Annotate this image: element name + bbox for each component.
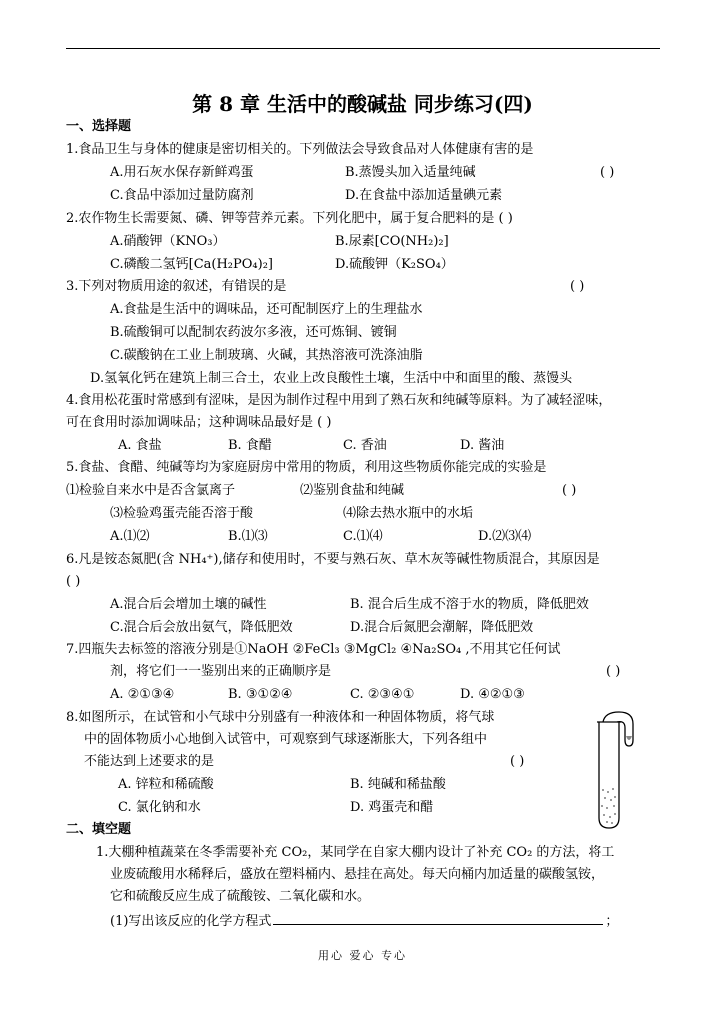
q3-option-c: C.碳酸钠在工业上制玻璃、火碱，其热溶液可洗涤油脂 (110, 348, 423, 363)
tube-liquid-dots (601, 788, 616, 824)
q6-option-a: A.混合后会增加土壤的碱性 (110, 597, 267, 612)
q5-option-c: C.⑴⑷ (343, 529, 383, 544)
q7-line1: 7.四瓶失去标签的溶液分别是①NaOH ②FeCl₃ ③MgCl₂ ④Na₂SO₄ ,不用其它任何试 (66, 642, 561, 657)
answer-blank[interactable] (273, 910, 603, 925)
test-tube-outline (599, 722, 619, 828)
q6-line2: ( ) (66, 574, 81, 589)
q5-stem: 5.食盐、食醋、纯碱等均为家庭厨房中常用的物质，利用这些物质你能完成的实验是 (66, 460, 547, 475)
q3-option-a: A.食盐是生活中的调味品，还可配制医疗上的生理盐水 (110, 302, 423, 317)
q5-item-3: ⑶检验鸡蛋壳能否溶于酸 (110, 506, 254, 521)
q4-line1: 4.食用松花蛋时常感到有涩味，是因为制作过程中用到了熟石灰和纯碱等原料。为了减轻涩味， (66, 393, 612, 408)
q4-option-d: D. 酱油 (460, 438, 505, 453)
q5-item-2: ⑵鉴别食盐和纯碱 (300, 483, 405, 498)
q7-answer-paren: ( ) (606, 664, 621, 679)
q2-option-b: B.尿素[CO(NH₂)₂] (335, 234, 449, 249)
q2-option-a: A.硝酸钾（KNO₃） (110, 234, 226, 249)
q5-item-4: ⑷除去热水瓶中的水垢 (343, 506, 474, 521)
page-title: 第 8 章 生活中的酸碱盐 同步练习(四) (192, 92, 533, 116)
q6-option-d: D.混合后氮肥会潮解，降低肥效 (350, 620, 534, 635)
q1-option-a: A.用石灰水保存新鲜鸡蛋 (110, 165, 254, 180)
q4-option-a: A. 食盐 (118, 438, 162, 453)
q8-option-b: B. 纯碱和稀盐酸 (350, 777, 446, 792)
q4-option-b: B. 食醋 (228, 438, 272, 453)
q6-option-b: B. 混合后生成不溶于水的物质，降低肥效 (350, 597, 589, 612)
q1-option-c: C.食品中添加过量防腐剂 (110, 188, 254, 203)
page-footer: 用心 爱心 专心 (318, 949, 407, 962)
q7-option-a: A. ②①③④ (110, 687, 175, 702)
f1-line3: 它和硫酸反应生成了硫酸铵、二氧化碳和水。 (110, 889, 371, 904)
q8-option-c: C. 氯化钠和水 (118, 800, 201, 815)
section-fill-heading: 二、填空题 (66, 822, 132, 837)
q8-answer-paren: ( ) (510, 754, 525, 769)
q7-option-b: B. ③①②④ (228, 687, 293, 702)
q4-option-c: C. 香油 (343, 438, 387, 453)
q1-answer-paren: ( ) (600, 165, 615, 180)
header-rule (66, 48, 660, 49)
q3-answer-paren: ( ) (570, 279, 585, 294)
q8-line2: 中的固体物质小心地倒入试管中，可观察到气球逐渐胀大，下列各组中 (84, 732, 488, 747)
balloon-shape (603, 712, 633, 746)
q8-line3: 不能达到上述要求的是 (84, 754, 215, 769)
f1-sub1-text: (1)写出该反应的化学方程式 (110, 914, 272, 929)
test-tube-balloon-figure (585, 710, 645, 830)
q8-option-d: D. 鸡蛋壳和醋 (350, 800, 434, 815)
q3-option-d: D.氢氧化钙在建筑上制三合土，农业上改良酸性土壤，生活中中和面里的酸、蒸馒头 (90, 371, 573, 386)
q5-answer-paren: ( ) (562, 483, 577, 498)
q2-stem: 2.农作物生长需要氮、磷、钾等营养元素。下列化肥中，属于复合肥料的是 ( ) (66, 211, 513, 226)
q5-option-a: A.⑴⑵ (110, 529, 150, 544)
q1-option-d: D.在食盐中添加适量碘元素 (345, 188, 503, 203)
q2-option-d: D.硫酸钾（K₂SO₄） (335, 257, 454, 272)
q7-option-d: D. ④②①③ (460, 687, 525, 702)
q5-item-1: ⑴检验自来水中是否含氯离子 (66, 483, 236, 498)
f1-sub1-end: ； (605, 914, 619, 929)
q5-option-d: D.⑵⑶⑷ (478, 529, 532, 544)
q8-option-a: A. 锌粒和稀硫酸 (118, 777, 214, 792)
q3-option-b: B.硫酸铜可以配制农药波尔多液，还可炼铜、镀铜 (110, 325, 397, 340)
balloon-solid (626, 736, 632, 740)
f1-line2: 业废硫酸用水稀释后，盛放在塑料桶内、悬挂在高处。每天向桶内加适量的碳酸氢铵， (110, 867, 605, 882)
q5-option-b: B.⑴⑶ (228, 529, 268, 544)
q8-line1: 8.如图所示，在试管和小气球中分别盛有一种液体和一种固体物质，将气球 (66, 710, 495, 725)
q3-stem: 3.下列对物质用途的叙述，有错误的是 (66, 279, 287, 294)
q7-option-c: C. ②③④① (350, 687, 415, 702)
q1-option-b: B.蒸馒头加入适量纯碱 (345, 165, 476, 180)
f1-sub1 (110, 910, 618, 932)
q2-option-c: C.磷酸二氢钙[Ca(H₂PO₄)₂] (110, 257, 273, 272)
section-choice-heading: 一、选择题 (66, 119, 132, 134)
f1-line1: 1.大棚种植蔬菜在冬季需要补充 CO₂，某同学在自家大棚内设计了补充 CO₂ 的方法，将工 (96, 845, 615, 860)
q1-stem: 1.食品卫生与身体的健康是密切相关的。下列做法会导致食品对人体健康有害的是 (66, 142, 534, 157)
q6-line1: 6.凡是铵态氮肥(含 NH₄⁺),储存和使用时，不要与熟石灰、草木灰等碱性物质混合，其原因是 (66, 552, 600, 567)
q4-line2: 可在食用时添加调味品；这种调味品最好是 ( ) (66, 415, 332, 430)
q6-option-c: C.混合后会放出氨气，降低肥效 (110, 620, 293, 635)
q7-line2: 剂，将它们一一鉴别出来的正确顺序是 (110, 664, 332, 679)
